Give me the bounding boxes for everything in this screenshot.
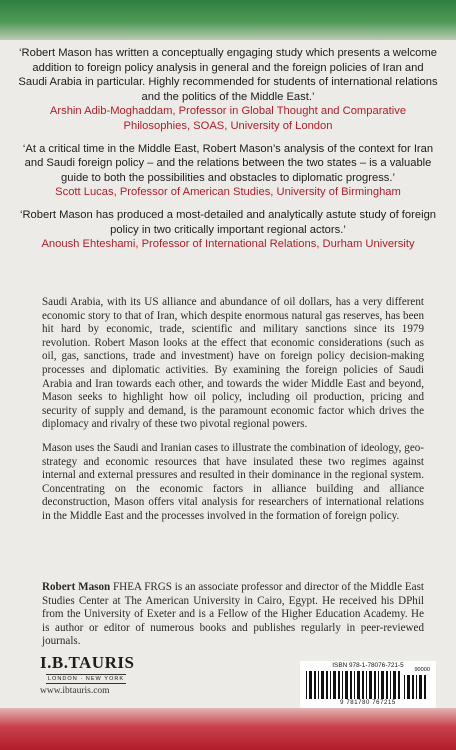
- top-green-band: [0, 0, 456, 40]
- publisher-logo-subtext: LONDON · NEW YORK: [47, 676, 125, 682]
- author-bio: [42, 581, 424, 649]
- publisher-logo: [40, 653, 135, 684]
- endorsement-quote: [18, 208, 438, 252]
- description-paragraph: Saudi Arabia, with its US alliance and abundance of oil dollars, has a very different economic story to that of Iran, which despite enormous natural gas reserves, has been hit hard by economic, trade, scientific and military sanctions since its 1979 revolution. Robert Mason looks at the effect that economic considerations (such as oil, gas, sanctions, trade and investment) have on foreign policy decision-making processes and diplomatic activities. By examining the foreign policies of Saudi Arabia and Iran towards each other, and towards the wider Middle East and beyond, Mason seeks to highlight how oil policy, including oil production, pricing and security of supply and demand, is the paramount economic factor which drives the diplomacy and rivalry of these two pivotal regional powers.: [42, 296, 424, 431]
- publisher-website: www.ibtauris.com: [40, 686, 110, 696]
- quote-attribution: Scott Lucas, Professor of American Studies, University of Birmingham: [55, 186, 401, 199]
- quote-text: ‘Robert Mason has written a conceptually engaging study which presents a welcome addition to foreign policy analysis in general and the foreign policies of Iran and Saudi Arabia in particular. Highly recommended for students of international relations and the politics of the Middle East.’: [18, 47, 438, 103]
- author-bio-text: FHEA FRGS is an associate professor and director of the Middle East Studies Center at The American University in Cairo, Egypt. He received his DPhil from the University of Exeter and is a Fellow of the Higher Education Academy. He is author or editor of numerous books and publishes regularly in peer-reviewed journals.: [42, 581, 424, 648]
- endorsement-quote: [18, 142, 438, 200]
- price-code: 90000: [414, 667, 430, 673]
- barcode-icon: [306, 671, 402, 699]
- description-paragraph: Mason uses the Saudi and Iranian cases to illustrate the combination of ideology, geo-strategy and economic resources that have insulated these two regimes against internal and external pressures and resulted in their dominance in the regional system. Concentrating on the economic factors in alliance building and alliance deconstruction, Mason offers vital analysis for researchers of international relations in the Middle East and the processes involved in the formation of foreign policy.: [42, 441, 424, 522]
- isbn-barcode: [300, 661, 436, 709]
- price-barcode-icon: [404, 675, 430, 699]
- bottom-red-band: [0, 708, 456, 750]
- quote-attribution: Arshin Adib-Moghaddam, Professor in Global Thought and Comparative Philosophies, SOAS, University of London: [49, 105, 407, 132]
- isbn-label: ISBN 978-1-78076-721-5: [332, 662, 404, 669]
- quote-text: ‘At a critical time in the Middle East, Robert Mason’s analysis of the context for Iran and Saudi foreign policy – and the relations between the two states – is a valuable guide to both the possibilities and obstacles to diplomatic progress.’: [22, 142, 434, 184]
- endorsement-quote: [18, 46, 438, 134]
- author-name: Robert Mason: [42, 581, 111, 593]
- publisher-logo-text: I.B.TAURIS: [40, 653, 135, 672]
- quote-attribution: Anoush Ehteshami, Professor of International Relations, Durham University: [41, 238, 415, 251]
- barcode-digits: 9 781780 767215: [340, 700, 396, 706]
- book-description: [42, 296, 424, 534]
- endorsement-quotes: [18, 46, 438, 260]
- quote-text: ‘Robert Mason has produced a most-detailed and analytically astute study of foreign policy in two critically important regional actors.’: [19, 208, 437, 236]
